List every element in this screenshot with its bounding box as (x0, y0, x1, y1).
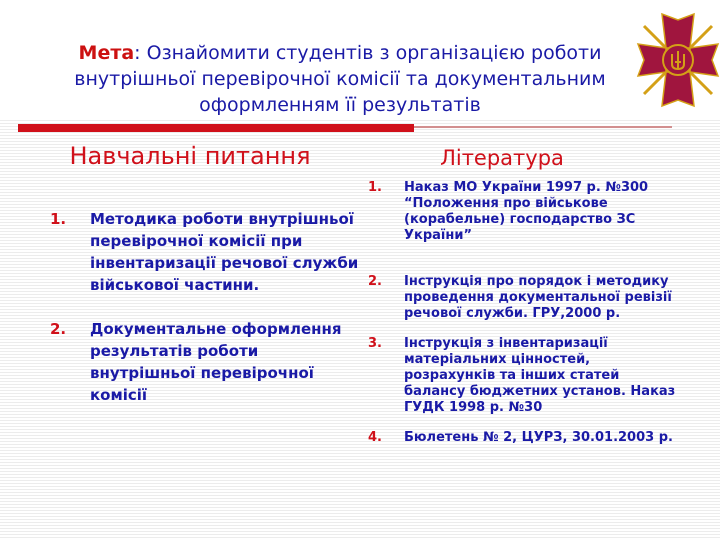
title-text: Ознайомити студентів з організацією роботи внутрішньої перевірочної комісії та документальним оформленням її результатів (74, 42, 606, 116)
list-item (362, 274, 682, 322)
list-item (362, 336, 682, 416)
list-item (40, 208, 360, 296)
item-text: Документальне оформлення результатів роботи внутрішньої перевірочної комісії (90, 320, 342, 404)
item-number: 1. (368, 180, 382, 195)
item-text: Методика роботи внутрішньої перевірочної комісії при інвентаризації речової служби військової частини. (90, 210, 359, 294)
item-number: 1. (50, 210, 67, 228)
literature-list (362, 180, 682, 446)
study-questions-list (40, 208, 360, 406)
item-number: 3. (368, 336, 382, 351)
military-emblem-icon (636, 6, 720, 112)
item-number: 2. (50, 320, 67, 338)
list-item (40, 318, 360, 406)
list-item (362, 430, 682, 446)
item-text: Наказ МО України 1997 р. №300 “Положення про військове (корабельне) господарство ЗС України” (404, 180, 649, 243)
item-text: Бюлетень № 2, ЦУРЗ, 30.01.2003 р. (404, 430, 673, 445)
item-text: Інструкція з інвентаризації матеріальних цінностей, розрахунків та інших статей балансу бюджетних установ. Наказ ГУДК 1998 р. №30 (404, 336, 676, 415)
title-underline-thin (414, 126, 672, 128)
list-item (362, 180, 682, 244)
study-questions-column (40, 142, 360, 428)
title-underline-red (18, 124, 414, 132)
slide-title (40, 40, 640, 118)
literature-heading: Література (440, 146, 564, 170)
item-text: Інструкція про порядок і методику проведення документальної ревізії речової служби. ГРУ,2000 р. (404, 274, 672, 321)
title-colon: : (134, 42, 147, 64)
literature-column (362, 142, 682, 460)
title-prefix: Мета (78, 42, 135, 64)
item-number: 2. (368, 274, 382, 289)
item-number: 4. (368, 430, 382, 445)
study-questions-heading: Навчальні питання (69, 142, 311, 170)
